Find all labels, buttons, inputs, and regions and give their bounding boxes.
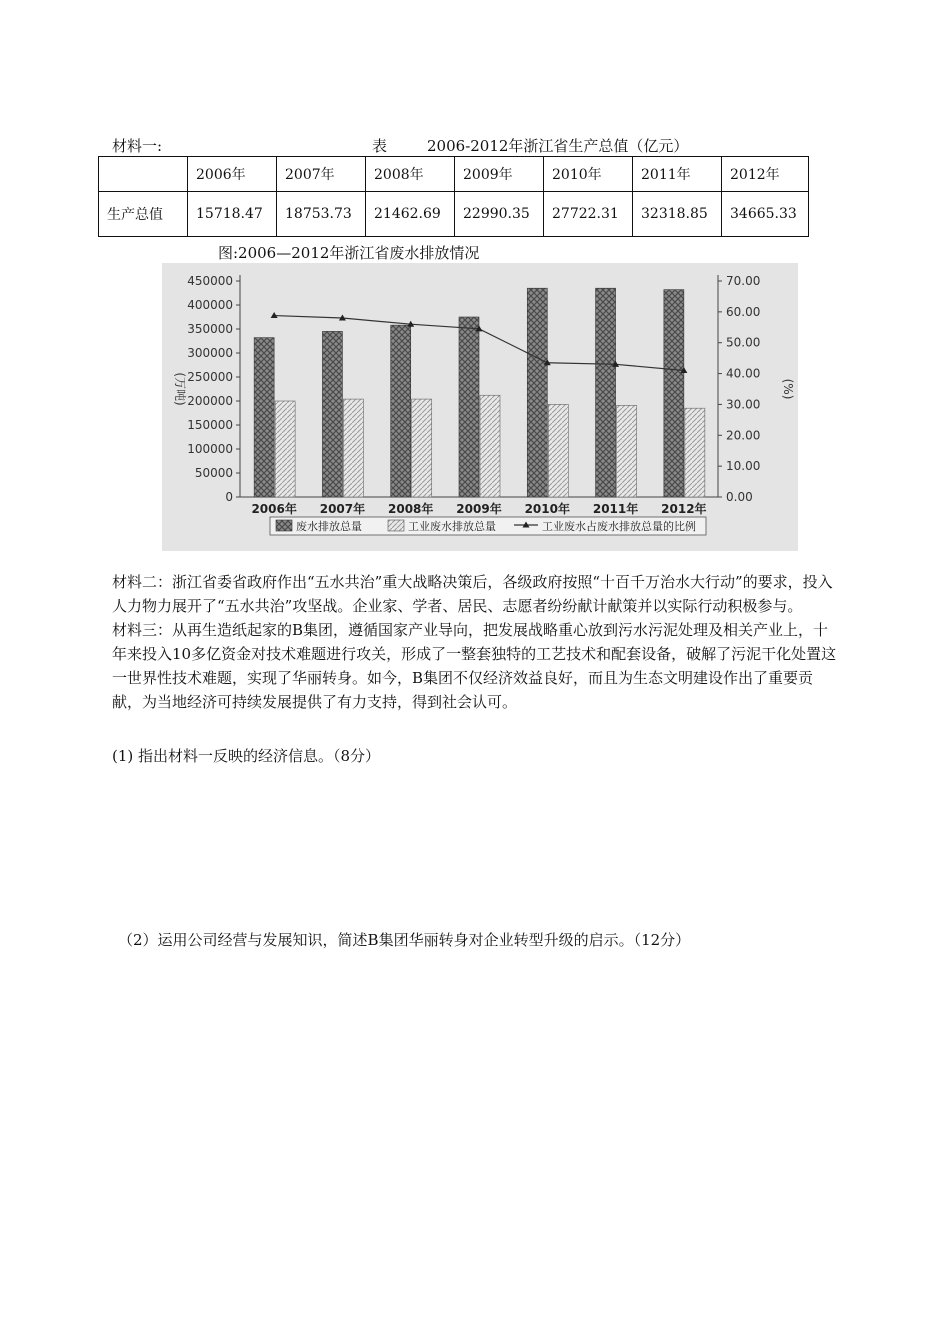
bar-total-wastewater xyxy=(254,338,274,497)
y-tick-label-left: 400000 xyxy=(187,298,233,312)
y-tick-label-left: 300000 xyxy=(187,346,233,360)
y-tick-label-left: 0 xyxy=(225,490,233,504)
x-tick-label: 2007年 xyxy=(319,502,366,516)
y-tick-label-right: 30.00 xyxy=(726,397,761,412)
y-tick-label-left: 100000 xyxy=(187,442,233,456)
bar-total-wastewater xyxy=(664,290,684,497)
bar-total-wastewater xyxy=(391,325,411,497)
legend-label-industrial: 工业废水排放总量 xyxy=(408,520,496,533)
y-tick-label-left: 450000 xyxy=(187,274,233,288)
material2-paragraph: 材料二：浙江省委省政府作出“五水共治”重大战略决策后，各级政府按照“十百千万治水大行动”的要求，投入人力物力展开了“五水共治”攻坚战。企业家、学者、居民、志愿者纷纷献计献策并以实际行动积极参与。 xyxy=(112,573,833,615)
table-header-row xyxy=(99,157,809,192)
y-tick-label-left: 50000 xyxy=(194,466,233,480)
table-year-cell: 2012年 xyxy=(722,157,809,192)
bar-industrial-wastewater xyxy=(685,408,705,497)
y-tick-label-left: 250000 xyxy=(187,370,233,384)
table-value-cell: 32318.85 xyxy=(633,192,722,237)
table-row-label: 生产总值 xyxy=(99,192,188,237)
x-tick-label: 2006年 xyxy=(251,502,297,516)
x-tick-label: 2011年 xyxy=(592,502,639,516)
legend-label-total: 废水排放总量 xyxy=(296,520,362,533)
y-tick-label-left: 200000 xyxy=(187,394,233,408)
table-value-cell: 21462.69 xyxy=(366,192,455,237)
table-caption-prefix: 表 xyxy=(372,137,388,155)
table-year-cell: 2008年 xyxy=(366,157,455,192)
bar-total-wastewater xyxy=(322,331,342,497)
y-tick-label-right: 40.00 xyxy=(726,366,761,381)
table-corner-cell xyxy=(99,157,188,192)
x-tick-label: 2008年 xyxy=(388,502,434,516)
bar-total-wastewater xyxy=(459,317,479,497)
table-caption xyxy=(372,136,688,157)
bar-industrial-wastewater xyxy=(617,405,637,497)
y-axis-label-right: (%) xyxy=(781,378,795,400)
y-tick-label-right: 10.00 xyxy=(726,459,761,474)
y-tick-label-right: 20.00 xyxy=(726,428,761,443)
material3-paragraph: 材料三：从再生造纸起家的B集团，遵循国家产业导向，把发展战略重心放到污水污泥处理及相关产业上，十年来投入10多亿资金对技术难题进行攻关，形成了一整套独特的工艺技术和配套设备，破解了污泥干化处置这一世界性技术难题，实现了华丽转身。如今，B集团不仅经济效益良好，而且为生态文明建设作出了重要贡献，为当地经济可持续发展提供了有力支持，得到社会认可。 xyxy=(112,621,837,711)
materials-text xyxy=(112,570,842,714)
bar-industrial-wastewater xyxy=(548,404,568,497)
gdp-table xyxy=(98,156,809,237)
table-row xyxy=(99,192,809,237)
y-tick-label-right: 60.00 xyxy=(726,304,761,319)
wastewater-chart xyxy=(162,263,798,551)
table-caption-text: 2006-2012年浙江省生产总值（亿元） xyxy=(427,137,689,155)
table-value-cell: 34665.33 xyxy=(722,192,809,237)
bar-industrial-wastewater xyxy=(343,399,363,497)
table-value-cell: 27722.31 xyxy=(544,192,633,237)
bar-industrial-wastewater xyxy=(275,401,295,497)
table-year-cell: 2006年 xyxy=(188,157,277,192)
material1-label: 材料一: xyxy=(112,137,163,155)
y-tick-label-right: 70.00 xyxy=(726,274,761,288)
legend-label-ratio: 工业废水占废水排放总量的比例 xyxy=(542,520,696,533)
question-2: （2）运用公司经营与发展知识，简述B集团华丽转身对企业转型升级的启示。（12分） xyxy=(118,931,691,949)
table-year-cell: 2011年 xyxy=(633,157,722,192)
x-tick-label: 2012年 xyxy=(661,502,707,516)
table-year-cell: 2010年 xyxy=(544,157,633,192)
x-tick-label: 2010年 xyxy=(524,502,570,516)
y-tick-label-right: 0.00 xyxy=(726,490,753,504)
y-tick-label-left: 150000 xyxy=(187,418,233,432)
table-value-cell: 15718.47 xyxy=(188,192,277,237)
bar-industrial-wastewater xyxy=(480,395,500,497)
table-value-cell: 18753.73 xyxy=(277,192,366,237)
table-year-cell: 2009年 xyxy=(455,157,544,192)
figure-caption: 图:2006—2012年浙江省废水排放情况 xyxy=(218,244,480,262)
legend-swatch-industrial xyxy=(388,520,404,531)
x-tick-label: 2009年 xyxy=(456,502,502,516)
y-tick-label-right: 50.00 xyxy=(726,335,761,350)
wastewater-chart-svg xyxy=(162,263,798,551)
question-1: (1) 指出材料一反映的经济信息。（8分） xyxy=(112,747,381,765)
bar-industrial-wastewater xyxy=(412,399,432,497)
table-year-cell: 2007年 xyxy=(277,157,366,192)
y-tick-label-left: 350000 xyxy=(187,322,233,336)
bar-total-wastewater xyxy=(527,288,547,497)
table-value-cell: 22990.35 xyxy=(455,192,544,237)
bar-total-wastewater xyxy=(596,288,616,497)
y-axis-label-left: (万吨) xyxy=(173,372,187,406)
legend-swatch-total xyxy=(276,520,292,531)
